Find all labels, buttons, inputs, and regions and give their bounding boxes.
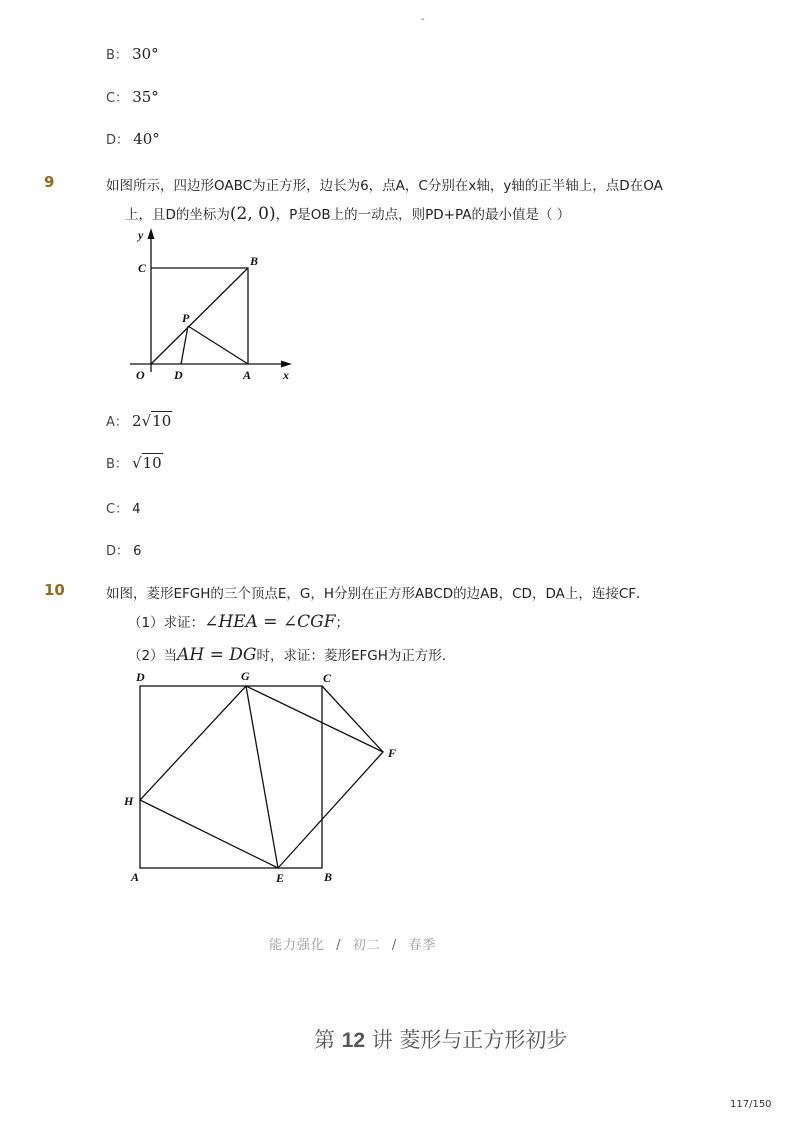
question-9-number: 9 [44,173,55,191]
q9-line2-pre: 上，且D的坐标为 [125,207,230,223]
option-label: D： [106,133,130,148]
point-label-a: A [131,870,140,884]
sqrt-coefficient: 2 [132,412,142,430]
part1-equation: ∠HEA = ∠CGF [204,612,336,632]
option-label: C： [106,91,129,106]
chapter-title [314,1024,567,1054]
top-mark: - [421,14,425,25]
chapter-number: 12 [341,1029,366,1052]
q9-option-b [106,453,163,472]
footer-season: 春季 [408,938,437,953]
question-10-line1: 如图，菱形EFGH的三个顶点E，G，H分别在正方形ABCD的边AB，CD，DA上，连接CF． [106,586,650,602]
option-value: 6 [133,544,142,559]
chapter-prefix: 第 [314,1028,335,1052]
question-10-number: 10 [44,581,65,599]
footer-series: 能力强化 [269,938,326,953]
question-9-figure [120,222,310,392]
point-label-g: G [241,669,250,683]
point-label-p: P [182,311,190,325]
q9-option-c [106,498,141,517]
point-label-b: B [324,870,333,884]
option-value: 4 [132,502,141,517]
point-label-c: C [323,671,332,685]
option-label: B： [106,48,128,63]
point-label-a: A [243,368,252,382]
chapter-name: 讲 菱形与正方形初步 [371,1028,568,1052]
question-10-part2 [128,644,455,665]
footer-separator: / [336,938,342,953]
option-value: 30° [132,45,159,63]
page-number: 117/150 [730,1099,772,1110]
footer-grade: 初二 [352,938,381,953]
q9-line2-post: ，P是OB上的一动点，则PD+PA的最小值是（ ） [275,207,571,223]
part1-suffix: ； [335,615,350,631]
option-value: 40° [133,130,160,148]
footer-series-info [269,934,436,953]
option-value: 35° [132,88,159,106]
point-label-c: C [138,261,147,275]
q8-option-c [106,87,159,106]
part2-equation: AH = DG [177,645,257,665]
question-10-part1 [128,611,349,632]
option-label: B： [106,457,128,472]
sqrt-radicand: 10 [152,412,172,430]
point-label-e: E [276,871,285,885]
part1-prefix: （1）求证： [128,615,205,631]
q9-coordinate: (2, 0) [229,204,276,224]
question-9-line2 [125,203,570,224]
q8-option-b [106,44,159,63]
q9-option-a [106,411,172,430]
part2-suffix: 时，求证：菱形EFGH为正方形． [256,648,456,664]
point-label-o: O [136,368,145,382]
question-9-line1: 如图所示，四边形OABC为正方形，边长为6，点A，C分别在x轴，y轴的正半轴上，点D在OA [106,178,663,194]
sqrt-expression: 2√10 [132,412,172,430]
point-label-f: F [388,746,397,760]
part2-prefix: （2）当 [128,648,178,664]
axis-label-x: x [283,368,289,382]
q9-option-d [106,540,141,559]
point-label-b: B [250,254,259,268]
option-label: D： [106,544,130,559]
question-10-figure [120,668,410,890]
q8-option-d [106,129,160,148]
sqrt-radicand: 10 [142,454,162,472]
axis-label-y: y [138,228,144,242]
point-label-d: D [174,368,183,382]
option-label: C： [106,502,129,517]
sqrt-expression: √10 [132,454,162,472]
point-label-h: H [124,794,134,808]
option-label: A： [106,415,128,430]
point-label-d: D [136,670,145,684]
footer-separator: / [391,938,398,953]
